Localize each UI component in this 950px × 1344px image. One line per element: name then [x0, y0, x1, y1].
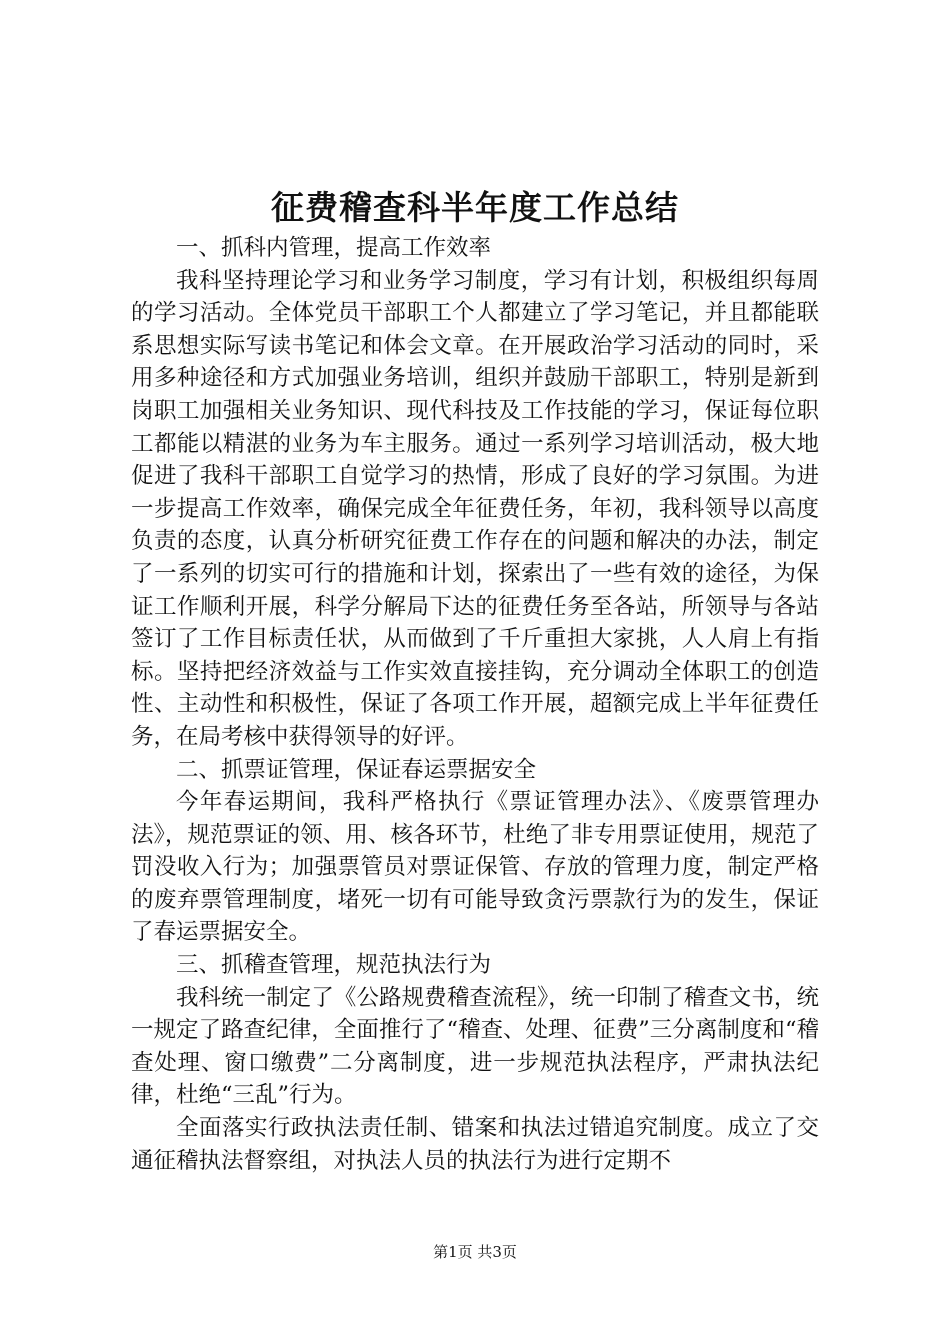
paragraph-1: 我科坚持理论学习和业务学习制度，学习有计划，积极组织每周的学习活动。全体党员干部职工个人都建立了学习笔记，并且都能联系思想实际写读书笔记和体会文章。在开展政治学习活动的同时，采用多种途径和方式加强业务培训，组织并鼓励干部职工，特别是新到岗职工加强相关业务知识、现代科技及工作技能的学习，保证每位职工都能以精湛的业务为车主服务。通过一系列学习培训活动，极大地促进了我科干部职工自觉学习的热情，形成了良好的学习氛围。为进一步提高工作效率，确保完成全年征费任务，年初，我科领导以高度负责的态度，认真分析研究征费工作存在的问题和解决的办法，制定了一系列的切实可行的措施和计划，探索出了一些有效的途径，为保证工作顺利开展，科学分解局下达的征费任务至各站，所领导与各站签订了工作目标责任状，从而做到了千斤重担大家挑，人人肩上有指标。坚持把经济效益与工作实效直接挂钩，充分调动全体职工的创造性、主动性和积极性，保证了各项工作开展，超额完成上半年征费任务，在局考核中获得领导的好评。	[131, 267, 819, 750]
page-footer: 第1页 共3页	[433, 1243, 517, 1261]
section-heading-2: 二、抓票证管理，保证春运票据安全	[176, 756, 537, 783]
paragraph-4: 全面落实行政执法责任制、错案和执法过错追究制度。成立了交通征稽执法督察组，对执法人员的执法行为进行定期不	[131, 1115, 819, 1174]
document-title: 征费稽查科半年度工作总结	[271, 188, 679, 227]
section-heading-3: 三、抓稽查管理，规范执法行为	[176, 952, 492, 979]
document-body	[131, 232, 819, 1177]
paragraph-3: 我科统一制定了《公路规费稽查流程》，统一印制了稽查文书，统一规定了路查纪律，全面推行了“稽查、处理、征费”三分离制度和“稽查处理、窗口缴费”二分离制度，进一步规范执法程序，严肃执法纪律，杜绝“三乱”行为。	[131, 984, 819, 1109]
paragraph-2: 今年春运期间，我科严格执行《票证管理办法》、《废票管理办法》，规范票证的领、用、核各环节，杜绝了非专用票证使用，规范了罚没收入行为；加强票管员对票证保管、存放的管理力度，制定严格的废弃票管理制度，堵死一切有可能导致贪污票款行为的发生，保证了春运票据安全。	[131, 789, 819, 946]
section-heading-1: 一、抓科内管理，提高工作效率	[176, 235, 492, 261]
